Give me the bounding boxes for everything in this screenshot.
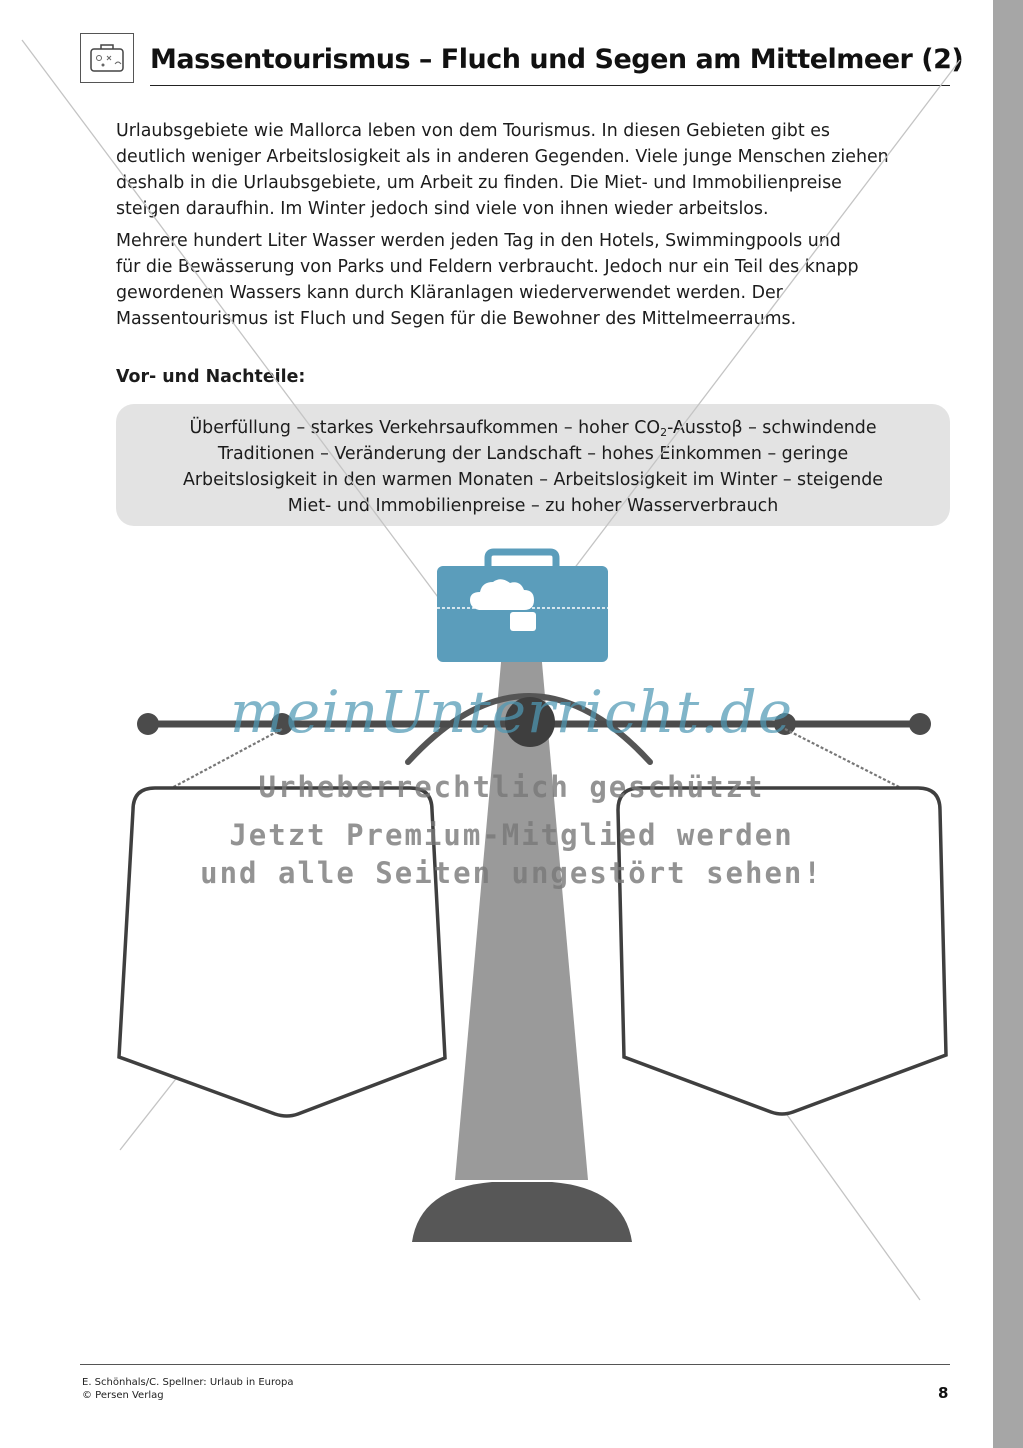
footer-divider xyxy=(80,1364,950,1365)
pros-cons-heading: Vor- und Nachteile: xyxy=(116,367,306,387)
page-number: 8 xyxy=(938,1384,949,1402)
page-title: Massentourismus – Fluch und Segen am Mittelmeer (2) xyxy=(150,44,964,75)
watermark-line-3: und alle Seiten ungestört sehen! xyxy=(200,856,823,890)
co2-subscript: 2 xyxy=(660,426,668,439)
scale-base xyxy=(412,1182,632,1242)
word-bank-line-2: Traditionen – Veränderung der Landschaft – hohes Einkommen – geringe xyxy=(217,444,849,464)
word-bank-line-4: Miet- und Immobilienpreise – zu hoher Wasserverbrauch xyxy=(287,496,779,516)
word-bank-line-1: Überfüllung – starkes Verkehrsaufkommen – hoher $CO_2$-Ausstoβ – schwindende xyxy=(189,418,877,439)
footer-credits xyxy=(82,1376,294,1402)
intro-paragraph-2: Mehrere hundert Liter Wasser werden jeden Tag in den Hotels, Swimmingpools und für die Bewässerung von Parks und Feldern verbraucht. Jedoch nur ein Teil des knapp gewordenen Wassers kann durch Kläranlagen wiederverwendet werden. Der Massentourismus ist Fluch und Segen für die Bewohner des Mittelmeerraums. xyxy=(116,231,859,329)
watermark-line-1: Urheberrechtlich geschützt xyxy=(258,770,765,804)
watermark-line-2: Jetzt Premium-Mitglied werden xyxy=(229,818,794,852)
footer-author: E. Schönhals/C. Spellner: Urlaub in Europa xyxy=(82,1377,294,1388)
intro-paragraph-1: Urlaubsgebiete wie Mallorca leben von dem Tourismus. In diesen Gebieten gibt es deutlich weniger Arbeitslosigkeit als in anderen Gegenden. Viele junge Menschen ziehen deshalb in die Urlaubsgebiete, um Arbeit zu finden. Die Miet- und Immobilienpreise steigen daraufhin. Im Winter jedoch sind viele von ihnen wieder arbeitslos. xyxy=(116,121,889,219)
watermark-logo: meinUnterricht.de xyxy=(229,678,794,746)
footer-publisher: © Persen Verlag xyxy=(82,1390,164,1401)
word-bank-line-3: Arbeitslosigkeit in den warmen Monaten – Arbeitslosigkeit im Winter – steigende xyxy=(183,470,883,490)
briefcase-cloud-icon xyxy=(437,552,608,662)
